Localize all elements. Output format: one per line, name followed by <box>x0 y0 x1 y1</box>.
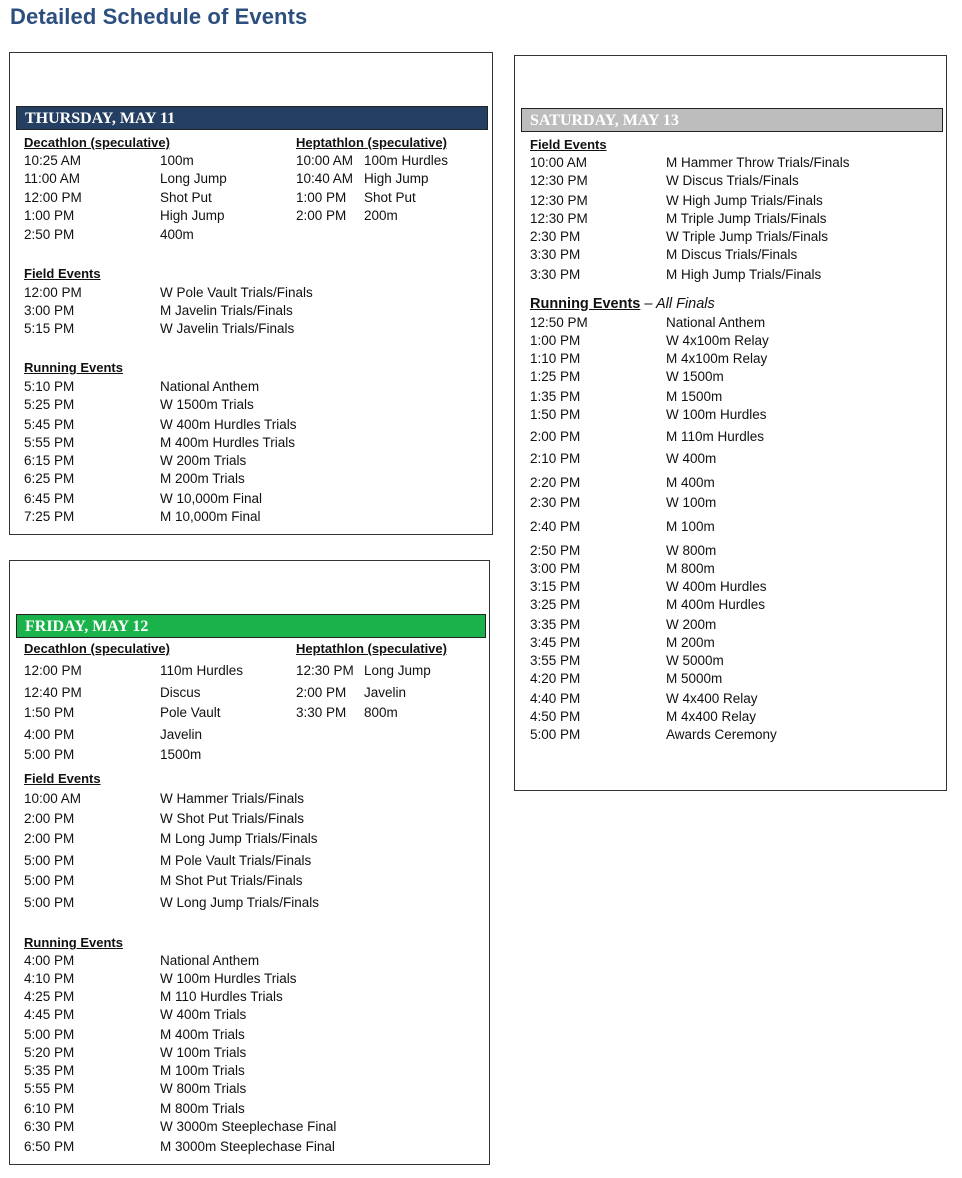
row-time: 1:50 PM <box>530 407 581 422</box>
row-time: 1:35 PM <box>530 389 581 404</box>
row-event: Pole Vault <box>160 705 221 720</box>
row-time: 5:45 PM <box>24 417 75 432</box>
row-time: 2:50 PM <box>24 227 75 242</box>
row-time: 5:20 PM <box>24 1045 75 1060</box>
row-event: W 400m <box>666 451 717 466</box>
row-time: 5:25 PM <box>24 397 75 412</box>
row-event: M 4x100m Relay <box>666 351 768 366</box>
row-time: 5:10 PM <box>24 379 75 394</box>
row-time: 1:25 PM <box>530 369 581 384</box>
row-time: 3:35 PM <box>530 617 581 632</box>
row-event: Shot Put <box>160 190 212 205</box>
row-event: M Long Jump Trials/Finals <box>160 831 318 846</box>
row-event: Shot Put <box>364 190 416 205</box>
row-time: 4:50 PM <box>530 709 581 724</box>
row-time: 3:00 PM <box>530 561 581 576</box>
row-time: 5:00 PM <box>24 895 75 910</box>
row-event: W 100m Hurdles Trials <box>160 971 297 986</box>
row-time: 4:00 PM <box>24 727 75 742</box>
saturday-field-heading: Field Events <box>530 137 607 152</box>
row-event: M 400m Trials <box>160 1027 245 1042</box>
thursday-running-heading: Running Events <box>24 360 123 375</box>
row-time: 12:50 PM <box>530 315 588 330</box>
row-time: 5:55 PM <box>24 1081 75 1096</box>
row-time: 2:00 PM <box>24 831 75 846</box>
row-event: 800m <box>364 705 398 720</box>
row-event: W 1500m Trials <box>160 397 254 412</box>
row-event: M 800m Trials <box>160 1101 245 1116</box>
row-event: W 400m Hurdles <box>666 579 767 594</box>
row-event: M 110 Hurdles Trials <box>160 989 283 1004</box>
friday-heptathlon-heading: Heptathlon (speculative) <box>296 641 447 656</box>
row-event: W Shot Put Trials/Finals <box>160 811 305 826</box>
row-event: M 200m <box>666 635 715 650</box>
row-event: M 400m <box>666 475 715 490</box>
saturday-running-heading-line <box>530 296 715 312</box>
row-time: 11:00 AM <box>24 171 81 186</box>
row-event: W Long Jump Trials/Finals <box>160 895 320 910</box>
row-event: National Anthem <box>160 379 260 394</box>
row-event: 1500m <box>160 747 202 762</box>
row-time: 12:30 PM <box>530 211 588 226</box>
row-event: M 5000m <box>666 671 723 686</box>
row-event: W 3000m Steeplechase Final <box>160 1119 337 1134</box>
row-time: 5:15 PM <box>24 321 75 336</box>
row-time: 2:00 PM <box>24 811 75 826</box>
row-event: W 200m <box>666 617 717 632</box>
row-time: 12:00 PM <box>24 663 82 678</box>
row-event: W 4x100m Relay <box>666 333 769 348</box>
row-event: 100m Hurdles <box>364 153 449 168</box>
row-time: 10:00 AM <box>530 155 588 170</box>
row-time: 12:30 PM <box>530 193 588 208</box>
row-event: M Triple Jump Trials/Finals <box>666 211 827 226</box>
row-event: W 100m Trials <box>160 1045 247 1060</box>
row-event: W Javelin Trials/Finals <box>160 321 295 336</box>
row-event: 200m <box>364 208 398 223</box>
row-time: 12:00 PM <box>24 285 82 300</box>
row-time: 1:00 PM <box>296 190 347 205</box>
row-time: 6:10 PM <box>24 1101 75 1116</box>
row-time: 12:00 PM <box>24 190 82 205</box>
row-event: M 3000m Steeplechase Final <box>160 1139 335 1154</box>
row-time: 1:10 PM <box>530 351 581 366</box>
row-time: 5:00 PM <box>24 1027 75 1042</box>
row-event: W Discus Trials/Finals <box>666 173 799 188</box>
row-event: High Jump <box>160 208 225 223</box>
row-event: M 100m Trials <box>160 1063 245 1078</box>
row-event: 100m <box>160 153 194 168</box>
row-event: M 4x400 Relay <box>666 709 757 724</box>
row-event: Awards Ceremony <box>666 727 777 742</box>
row-time: 4:10 PM <box>24 971 75 986</box>
row-time: 2:20 PM <box>530 475 581 490</box>
row-time: 1:50 PM <box>24 705 75 720</box>
row-time: 2:40 PM <box>530 519 581 534</box>
row-time: 6:45 PM <box>24 491 75 506</box>
row-event: 400m <box>160 227 194 242</box>
row-time: 3:30 PM <box>296 705 347 720</box>
row-time: 2:00 PM <box>530 429 581 444</box>
row-time: 5:35 PM <box>24 1063 75 1078</box>
row-time: 2:10 PM <box>530 451 581 466</box>
row-time: 4:00 PM <box>24 953 75 968</box>
row-event: M Hammer Throw Trials/Finals <box>666 155 850 170</box>
row-time: 3:30 PM <box>530 247 581 262</box>
row-event: National Anthem <box>160 953 260 968</box>
row-event: Long Jump <box>160 171 227 186</box>
row-time: 2:00 PM <box>296 208 347 223</box>
row-time: 5:00 PM <box>530 727 581 742</box>
row-event: High Jump <box>364 171 429 186</box>
row-event: Long Jump <box>364 663 431 678</box>
row-event: W Hammer Trials/Finals <box>160 791 305 806</box>
saturday-header: SATURDAY, MAY 13 <box>521 108 943 132</box>
row-time: 10:40 AM <box>296 171 354 186</box>
row-time: 4:45 PM <box>24 1007 75 1022</box>
row-event: Javelin <box>364 685 407 700</box>
row-time: 6:25 PM <box>24 471 75 486</box>
row-time: 3:00 PM <box>24 303 75 318</box>
row-time: 12:40 PM <box>24 685 82 700</box>
row-time: 10:00 AM <box>296 153 354 168</box>
row-event: M 100m <box>666 519 715 534</box>
row-time: 3:55 PM <box>530 653 581 668</box>
row-event: M 200m Trials <box>160 471 245 486</box>
thursday-field-heading: Field Events <box>24 266 101 281</box>
row-time: 1:00 PM <box>24 208 75 223</box>
row-time: 10:00 AM <box>24 791 82 806</box>
row-event: W 100m <box>666 495 717 510</box>
row-time: 5:00 PM <box>24 747 75 762</box>
row-event: Discus <box>160 685 201 700</box>
row-event: W 800m <box>666 543 717 558</box>
row-time: 3:25 PM <box>530 597 581 612</box>
row-event: W 5000m <box>666 653 724 668</box>
row-time: 6:30 PM <box>24 1119 75 1134</box>
thursday-header: THURSDAY, MAY 11 <box>16 106 488 130</box>
row-event: M 1500m <box>666 389 723 404</box>
row-event: M Pole Vault Trials/Finals <box>160 853 312 868</box>
row-time: 5:00 PM <box>24 873 75 888</box>
row-event: W 800m Trials <box>160 1081 247 1096</box>
row-time: 4:20 PM <box>530 671 581 686</box>
row-event: M High Jump Trials/Finals <box>666 267 822 282</box>
row-event: M Javelin Trials/Finals <box>160 303 293 318</box>
friday-running-heading: Running Events <box>24 935 123 950</box>
row-event: W 4x400 Relay <box>666 691 758 706</box>
row-time: 6:15 PM <box>24 453 75 468</box>
row-time: 6:50 PM <box>24 1139 75 1154</box>
row-time: 5:00 PM <box>24 853 75 868</box>
row-event: W 200m Trials <box>160 453 247 468</box>
row-time: 1:00 PM <box>530 333 581 348</box>
row-time: 3:45 PM <box>530 635 581 650</box>
row-event: M 10,000m Final <box>160 509 261 524</box>
thursday-heptathlon-heading: Heptathlon (speculative) <box>296 135 447 150</box>
row-time: 12:30 PM <box>530 173 588 188</box>
row-event: Javelin <box>160 727 203 742</box>
row-event: M Shot Put Trials/Finals <box>160 873 303 888</box>
row-time: 2:00 PM <box>296 685 347 700</box>
row-event: W Triple Jump Trials/Finals <box>666 229 829 244</box>
row-time: 5:55 PM <box>24 435 75 450</box>
friday-field-heading: Field Events <box>24 771 101 786</box>
row-event: W 400m Trials <box>160 1007 247 1022</box>
row-event: W Pole Vault Trials/Finals <box>160 285 313 300</box>
saturday-running-heading-suffix: – All Finals <box>640 296 715 312</box>
row-event: W High Jump Trials/Finals <box>666 193 823 208</box>
row-event: 110m Hurdles <box>160 663 244 678</box>
row-time: 2:30 PM <box>530 229 581 244</box>
row-event: National Anthem <box>666 315 766 330</box>
friday-decathlon-heading: Decathlon (speculative) <box>24 641 170 656</box>
row-time: 3:15 PM <box>530 579 581 594</box>
row-event: W 100m Hurdles <box>666 407 767 422</box>
thursday-decathlon-heading: Decathlon (speculative) <box>24 135 170 150</box>
row-event: M Discus Trials/Finals <box>666 247 798 262</box>
row-time: 2:50 PM <box>530 543 581 558</box>
row-time: 4:25 PM <box>24 989 75 1004</box>
row-time: 12:30 PM <box>296 663 354 678</box>
row-event: W 1500m <box>666 369 724 384</box>
friday-header: FRIDAY, MAY 12 <box>16 614 486 638</box>
page-title: Detailed Schedule of Events <box>10 4 308 29</box>
row-time: 2:30 PM <box>530 495 581 510</box>
row-time: 3:30 PM <box>530 267 581 282</box>
row-time: 4:40 PM <box>530 691 581 706</box>
saturday-running-heading: Running Events <box>530 296 641 312</box>
row-event: M 400m Hurdles <box>666 597 766 612</box>
row-event: M 400m Hurdles Trials <box>160 435 296 450</box>
row-event: M 800m <box>666 561 715 576</box>
row-time: 10:25 AM <box>24 153 82 168</box>
row-event: W 400m Hurdles Trials <box>160 417 297 432</box>
row-event: M 110m Hurdles <box>666 429 765 444</box>
row-time: 7:25 PM <box>24 509 75 524</box>
row-event: W 10,000m Final <box>160 491 263 506</box>
